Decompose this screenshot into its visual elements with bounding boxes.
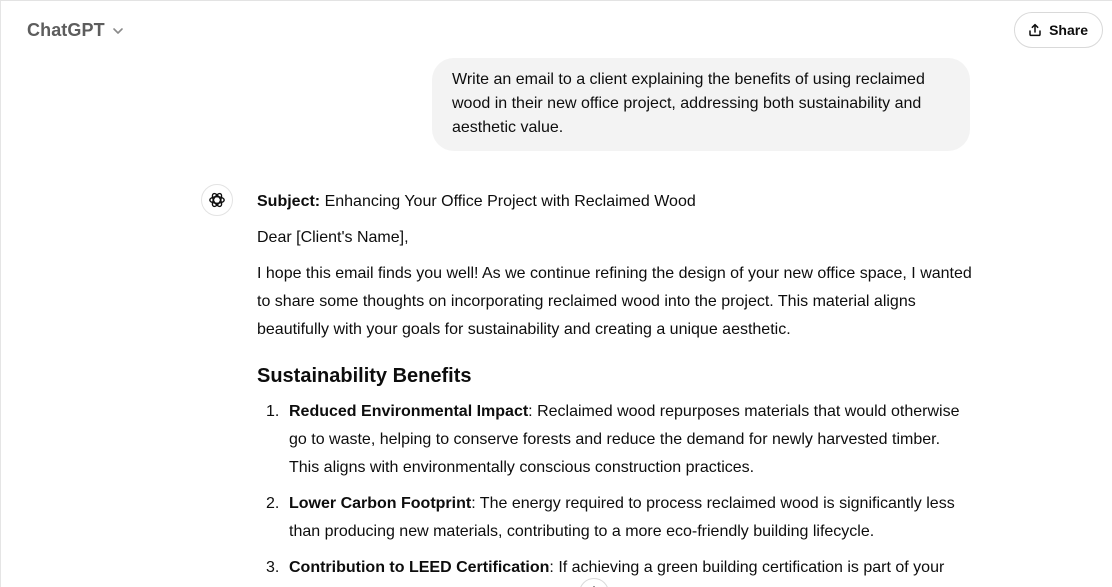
list-number: 1.	[266, 403, 280, 420]
benefit-description: : Reclaimed wood repurposes materials that would otherwise go to waste, helping to conserve forests and reduce the demand for newly harvested timber. This aligns with environmentally conscious construction practices.	[289, 403, 960, 476]
benefit-description: : If achieving a green building certification is part of your	[549, 559, 945, 576]
benefit-list-item	[257, 398, 973, 482]
email-intro-paragraph: I hope this email finds you well! As we continue refining the design of your new office space, I wanted to share some thoughts on incorporating reclaimed wood into the project. This material aligns beautifully with your goals for sustainability and creating a unique aesthetic.	[257, 265, 972, 338]
section-heading-sustainability: Sustainability Benefits	[257, 365, 472, 387]
sidebar-edge-divider	[0, 1, 1, 587]
openai-logo-icon	[201, 184, 233, 216]
subject-text: Enhancing Your Office Project with Reclaimed Wood	[320, 193, 696, 210]
benefit-title: Reduced Environmental Impact	[289, 403, 529, 420]
subject-label: Subject:	[257, 193, 321, 210]
benefit-description: : The energy required to process reclaimed wood is significantly less than producing new materials, contributing to a more eco-friendly building lifecycle.	[289, 495, 955, 540]
list-number: 2.	[266, 495, 280, 512]
chevron-down-icon	[111, 24, 125, 38]
assistant-message	[257, 188, 973, 587]
benefit-list-item	[257, 490, 973, 546]
model-switcher-button[interactable]	[18, 12, 134, 48]
benefit-title: Contribution to LEED Certification	[289, 559, 550, 576]
share-icon	[1028, 23, 1042, 37]
share-button[interactable]	[1014, 12, 1103, 48]
chat-header	[0, 1, 1112, 59]
user-message-text: Write an email to a client explaining the benefits of using reclaimed wood in their new office project, addressing both sustainability and aesthetic value.	[452, 71, 925, 136]
model-name-label: ChatGPT	[27, 19, 105, 40]
benefit-list-item	[257, 554, 973, 582]
email-subject-line	[257, 188, 973, 216]
user-message-bubble	[432, 58, 970, 151]
benefit-title: Lower Carbon Footprint	[289, 495, 472, 512]
share-label: Share	[1049, 22, 1088, 38]
benefit-list	[257, 398, 973, 582]
list-number: 3.	[266, 559, 280, 576]
email-greeting: Dear [Client's Name],	[257, 229, 409, 246]
arrow-down-icon	[589, 583, 599, 587]
